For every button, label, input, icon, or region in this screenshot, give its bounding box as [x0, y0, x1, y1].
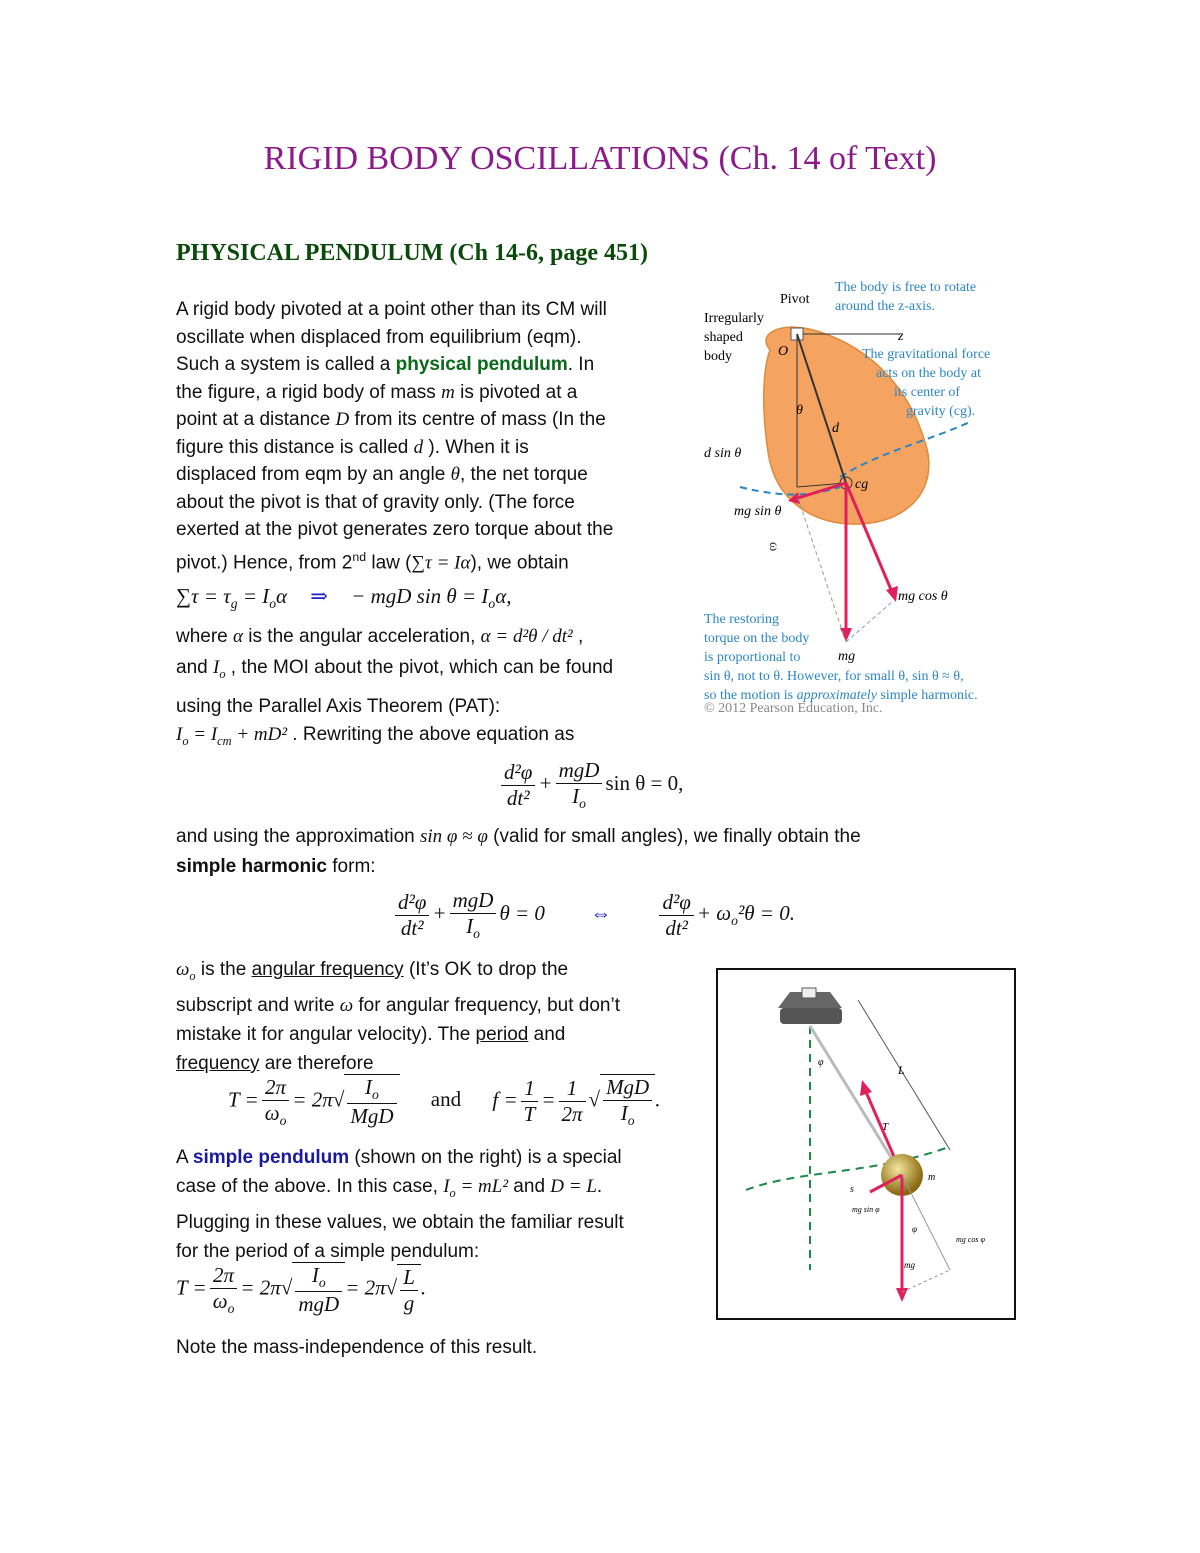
- label-pivot: Pivot: [780, 292, 810, 307]
- label-mg: mg: [838, 649, 856, 664]
- label-free-rotate: around the z-axis.: [835, 299, 935, 314]
- label-irregular: shaped: [704, 330, 743, 345]
- page-title: RIGID BODY OSCILLATIONS (Ch. 14 of Text): [263, 140, 937, 177]
- text-line: where α is the angular acceleration, α = d²θ / dt² ,: [176, 626, 584, 647]
- parallel-axis-equation: $I_o = I_{cm} + mD^2$ . Rewriting the above equation as: [176, 724, 575, 749]
- text-line: displaced from eqm by an angle θ, the net torque: [176, 464, 588, 485]
- approx-paragraph: [176, 823, 996, 880]
- support-clamp: [802, 988, 816, 998]
- label-tension: T⃗: [882, 1121, 897, 1133]
- label-restoring: is proportional to: [704, 650, 801, 665]
- label-phi-lower: φ: [912, 1224, 917, 1234]
- text-line: Plugging in these values, we obtain the familiar result: [176, 1211, 624, 1233]
- label-cg: cg: [855, 477, 869, 492]
- text-line: using the Parallel Axis Theorem (PAT):: [176, 695, 501, 717]
- label-restoring: so the motion is approximately simple harmonic.: [704, 688, 978, 703]
- intro-paragraph: [176, 296, 696, 576]
- period-frequency-equation: T = $\frac{2\pi}{\omega_o}$ = 2π√ $\frac{I_o}{\text{MgD}}$ and f = $\frac{1}{T}$ = $\frac{1}{2\pi}$ √ $\frac{\text{MgD}}{I_o}$ .: [228, 1074, 661, 1129]
- label-z: z: [898, 329, 904, 344]
- simple-pendulum-figure-frame: [716, 968, 1016, 1320]
- label-theta: θ: [796, 403, 803, 418]
- label-mgcos: mg cos φ: [956, 1235, 985, 1244]
- closing-note: Note the mass-independence of this result.: [176, 1337, 538, 1358]
- simple-pendulum-figure: [718, 970, 1014, 1318]
- text-line: A simple pendulum (shown on the right) is a special: [176, 1147, 622, 1168]
- label-gravitational: gravity (cg).: [906, 404, 976, 419]
- label-mgsin: mg sin φ: [852, 1205, 880, 1214]
- text-line: A rigid body pivoted at a point other than its CM will: [176, 299, 607, 320]
- label-gravitational: its center of: [894, 385, 961, 400]
- label-m: m: [928, 1172, 936, 1183]
- svg-text:ω: ω: [766, 542, 781, 552]
- torque-equation: $\sum\tau = \tau_g = I_o\alpha$ ⇒ − mgD $\sin \theta = I_o\alpha$,: [176, 584, 512, 612]
- text-line: mistake it for angular velocity). The period and: [176, 1023, 566, 1045]
- label-mgsin: mg sin θ: [734, 504, 782, 519]
- support-base: [780, 1008, 842, 1024]
- text-line: simple harmonic form:: [176, 855, 376, 877]
- label-mg-vector: mg⃗: [904, 1260, 922, 1270]
- text-line: for the period of a simple pendulum:: [176, 1240, 480, 1262]
- text-line: about the pivot is that of gravity only. (The force: [176, 491, 575, 513]
- text-line: pivot.) Hence, from 2nd law (∑τ = Iα), we obtain: [176, 549, 569, 573]
- text-line: and $I_o$ , the MOI about the pivot, which can be found: [176, 656, 614, 681]
- text-line: Such a system is called a physical pendulum. In: [176, 354, 595, 375]
- text-line: oscillate when displaced from equilibrium (eqm).: [176, 326, 582, 348]
- term-simple-harmonic: simple harmonic: [176, 855, 327, 877]
- section-heading: PHYSICAL PENDULUM (Ch 14-6, page 451): [176, 240, 649, 266]
- label-s: s: [850, 1184, 854, 1195]
- label-phi: φ: [818, 1057, 824, 1068]
- equivalence-arrow: ⇔: [590, 900, 612, 925]
- label-irregular: body: [704, 349, 732, 364]
- frequency-paragraph: [176, 955, 706, 1078]
- label-gravitational: The gravitational force: [862, 347, 991, 362]
- physical-pendulum-figure: [700, 272, 1020, 720]
- label-dsin: d sin θ: [704, 446, 742, 461]
- label-gravitational: acts on the body at: [876, 366, 981, 381]
- text-line: exerted at the pivot generates zero torque about the: [176, 519, 614, 540]
- label-free-rotate: The body is free to rotate: [835, 280, 977, 295]
- label-mgcos: mg cos θ: [898, 589, 948, 604]
- simple-pendulum-period: T = $\frac{2\pi}{\omega_o}$ = 2π√ $\frac{I_o}{\text{mgD}}$ = 2π√ $\frac{L}{g}$ .: [176, 1262, 427, 1317]
- label-O: O: [778, 344, 789, 359]
- text-line: frequency are therefore: [176, 1052, 374, 1074]
- shm-equation: $\frac{\text{d²φ}}{\text{dt²}}$ + $\frac{\text{mgD}}{I_o}$ θ = 0 ⇔ $\frac{\text{d²φ}}{\text{dt²}}$ + $\omega_o^2\theta = 0$.: [392, 888, 795, 942]
- definitions-paragraph: [176, 623, 696, 756]
- label-irregular: Irregularly: [704, 311, 764, 326]
- label-restoring: sin θ, not to θ. However, for small θ, sin θ ≈ θ,: [704, 669, 964, 684]
- pendulum-ode: $\frac{\text{d²φ}}{\text{dt²}}$ + $\frac{\text{mgD}}{I_o}$ sin θ = 0,: [498, 758, 683, 812]
- label-restoring: The restoring: [704, 612, 780, 627]
- simple-pendulum-paragraph: [176, 1143, 706, 1266]
- text-line: case of the above. In this case, $I_o = mL^2$ and D = L.: [176, 1176, 603, 1200]
- text-line: $\omega_o$ is the angular frequency (It’s OK to drop the: [176, 959, 569, 983]
- copyright-text: © 2012 Pearson Education, Inc.: [704, 701, 883, 716]
- label-restoring: torque on the body: [704, 631, 810, 646]
- implies-arrow: ⇒: [310, 584, 328, 608]
- label-L: L: [898, 1063, 905, 1077]
- text-line: figure this distance is called d ). When it is: [176, 436, 529, 458]
- text-line: point at a distance D from its centre of mass (In the: [176, 409, 606, 430]
- text-line: and using the approximation sin φ ≈ φ (valid for small angles), we finally obtain the: [176, 826, 861, 847]
- text-line: the figure, a rigid body of mass m is pivoted at a: [176, 381, 578, 403]
- text-line: subscript and write ω for angular frequency, but don’t: [176, 994, 620, 1016]
- term-simple-pendulum: simple pendulum: [192, 1147, 350, 1168]
- label-d: d: [832, 421, 839, 436]
- term-physical-pendulum: physical pendulum: [395, 354, 568, 375]
